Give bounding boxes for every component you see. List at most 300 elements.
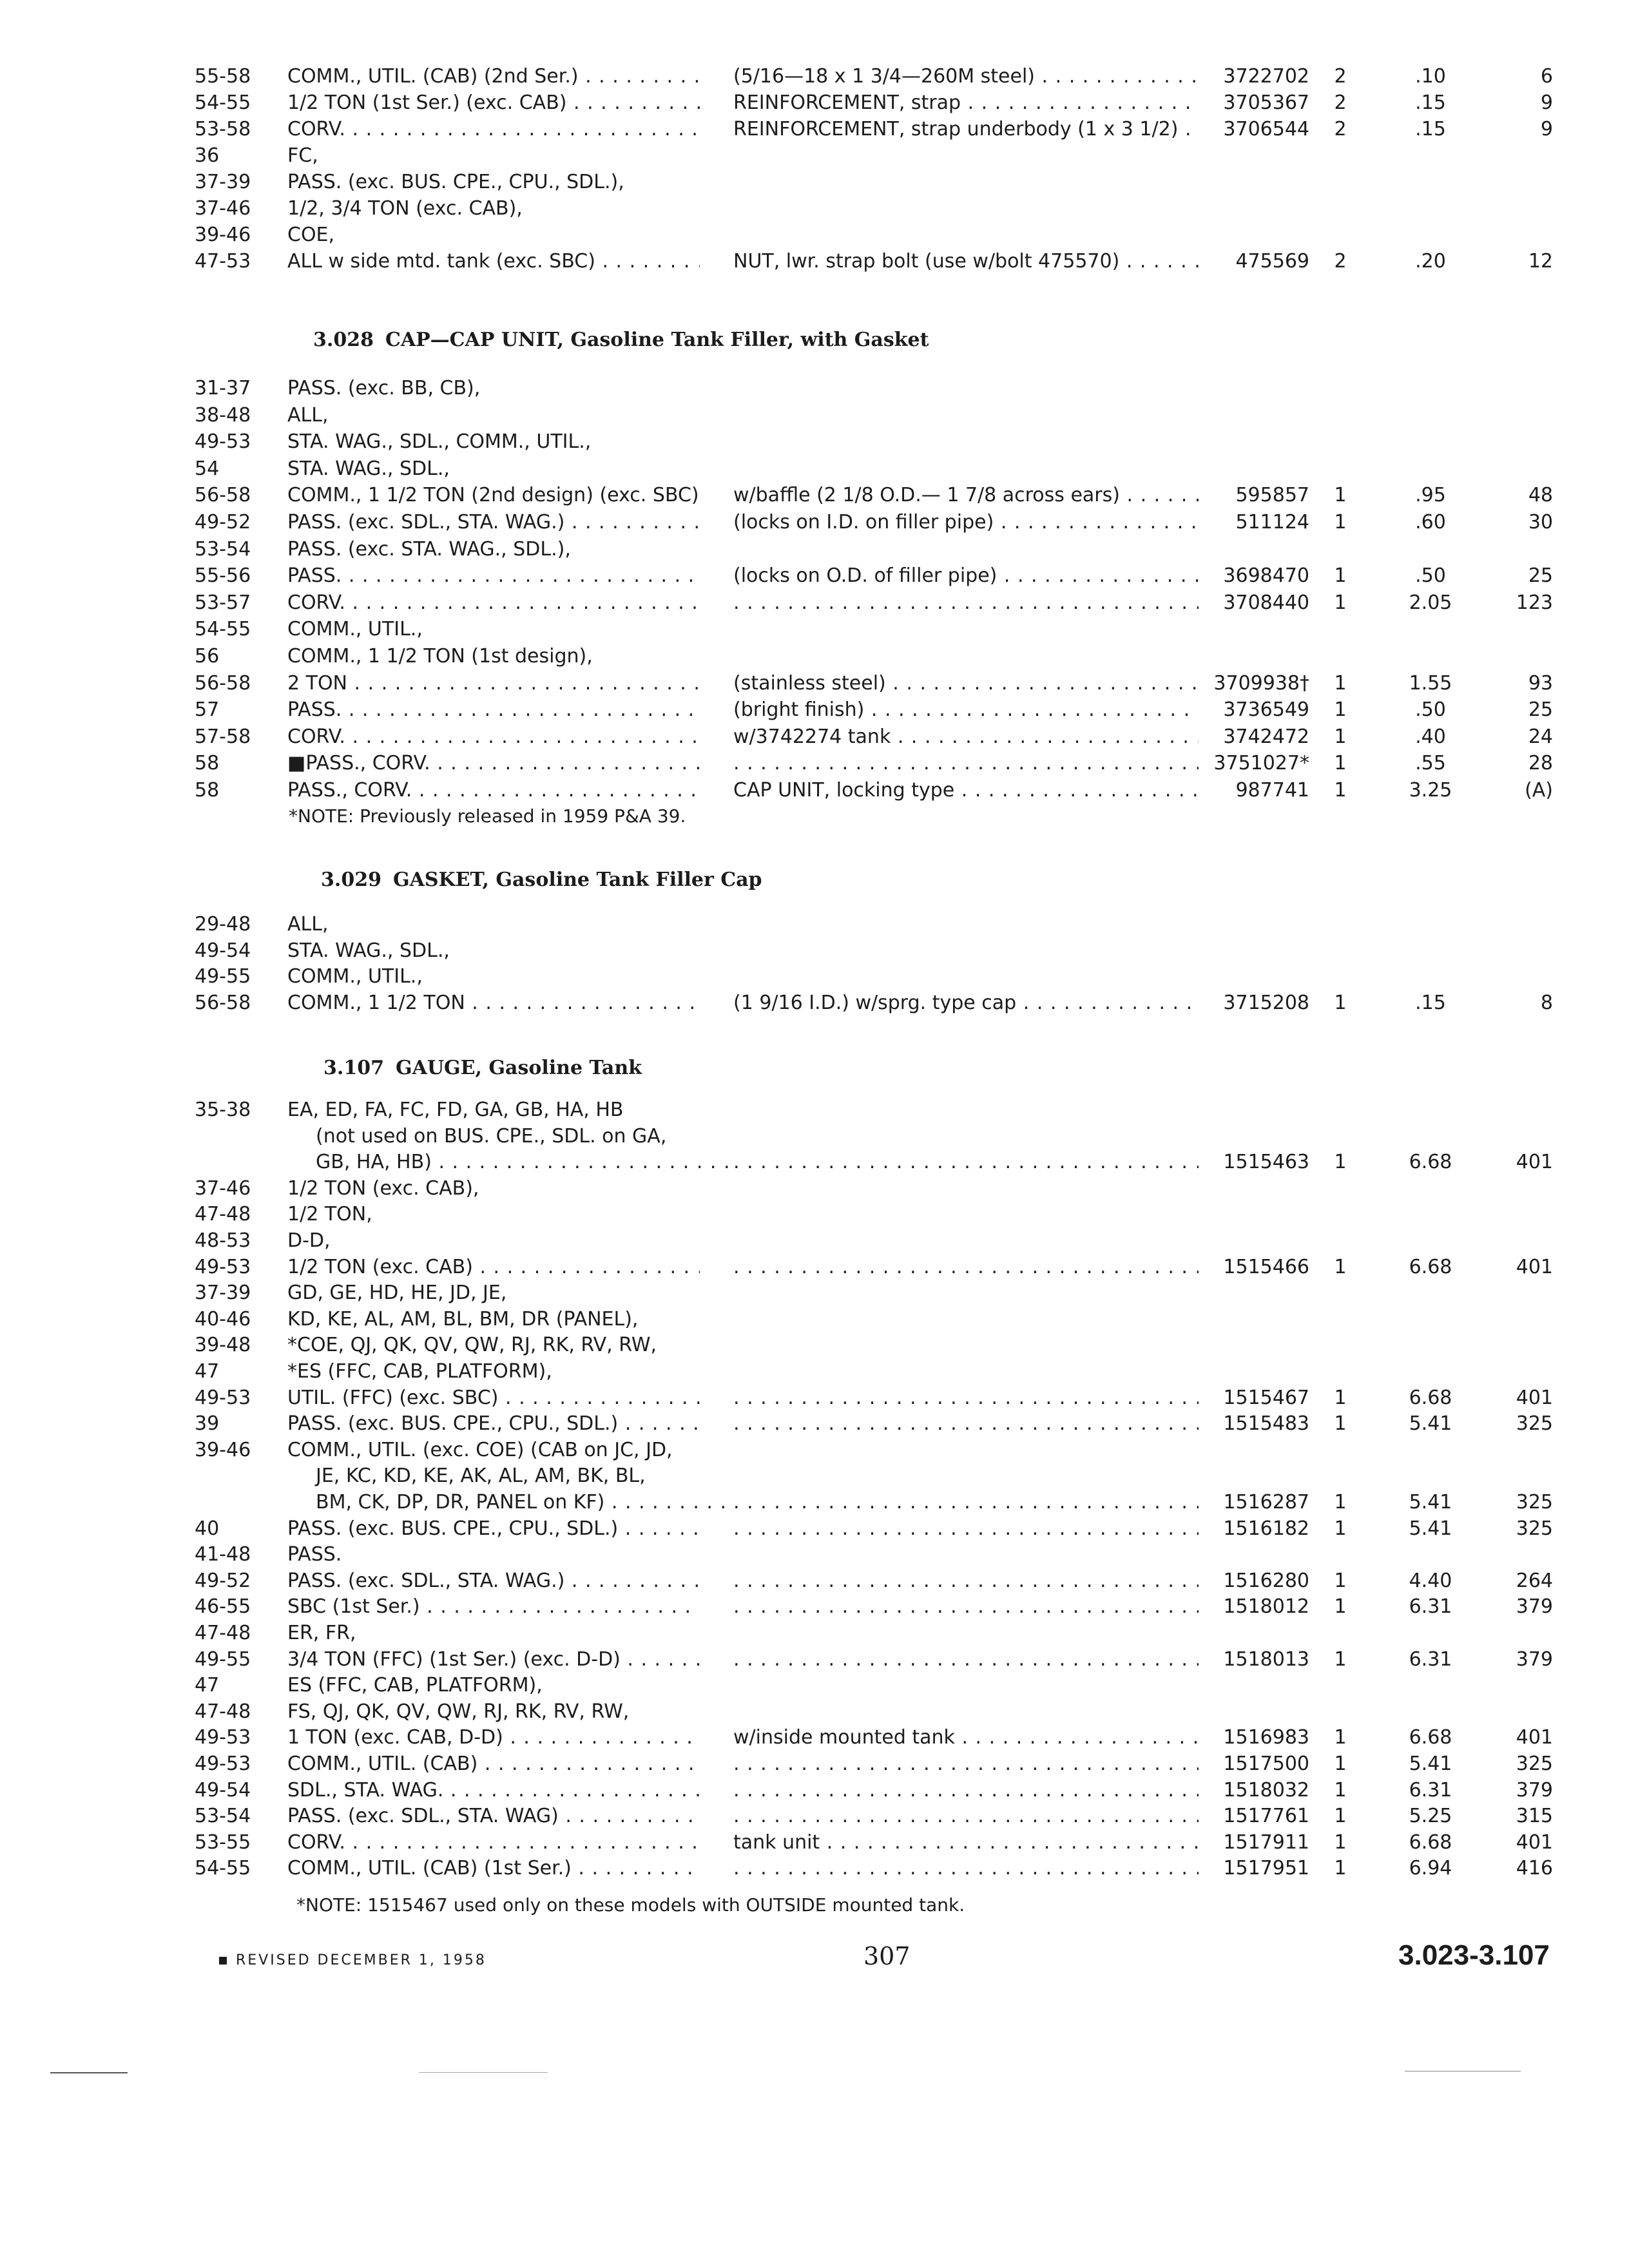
row-years: 49-53 (195, 1753, 251, 1775)
row-price: 6.31 (1409, 1595, 1452, 1618)
row-models: PASS., CORV. . . . (287, 777, 700, 804)
row-qty: 1 (1334, 591, 1347, 614)
catalog-row (0, 222, 1629, 249)
row-price: 6.31 (1409, 1648, 1452, 1671)
catalog-row (0, 1751, 1629, 1778)
catalog-row (0, 963, 1629, 990)
row-years: 49-55 (195, 965, 251, 988)
row-code: 24 (1528, 726, 1553, 748)
row-desc (733, 1777, 1199, 1804)
catalog-row (0, 1227, 1629, 1254)
row-years: 37-46 (195, 197, 251, 220)
row-price: 5.25 (1409, 1805, 1452, 1827)
row-years: 47 (195, 1360, 220, 1383)
row-desc: w/baffle (2 1/8 O.D.— 1 7/8 across ears) . . . (733, 482, 1199, 509)
row-desc (733, 1803, 1199, 1830)
row-qty: 1 (1334, 992, 1347, 1014)
row-qty: 1 (1334, 511, 1347, 533)
row-years: 46-55 (195, 1595, 251, 1618)
row-desc: REINFORCEMENT, strap . . . (733, 90, 1199, 117)
catalog-row (0, 1463, 1629, 1490)
row-part-number: 3709938† (1213, 672, 1309, 695)
row-part-number: 1517500 (1223, 1753, 1309, 1775)
catalog-row (0, 116, 1629, 143)
row-models: CORV. . . . (287, 724, 700, 751)
row-years: 53-54 (195, 538, 251, 561)
row-code: 48 (1528, 484, 1553, 506)
catalog-row (0, 1332, 1629, 1359)
catalog-row (0, 1515, 1629, 1542)
catalog-row (0, 1829, 1629, 1856)
row-years: 57 (195, 698, 220, 721)
row-qty: 1 (1334, 726, 1347, 748)
row-price: .15 (1415, 91, 1446, 114)
row-code: 28 (1528, 752, 1553, 774)
row-years: 49-54 (195, 1779, 251, 1802)
row-code: 8 (1540, 992, 1553, 1014)
row-price: 2.05 (1409, 591, 1452, 614)
row-code: 401 (1516, 1151, 1553, 1173)
catalog-row (0, 911, 1629, 938)
catalog-row (0, 1385, 1629, 1412)
row-part-number: 987741 (1235, 779, 1309, 802)
row-years: 47 (195, 1674, 220, 1696)
row-part-number: 1518012 (1223, 1595, 1309, 1618)
row-models: STA. WAG., SDL., COMM., UTIL., (287, 430, 592, 453)
row-part-number: 1516280 (1223, 1570, 1309, 1592)
row-price: 5.41 (1409, 1491, 1452, 1514)
row-price: 6.68 (1409, 1831, 1452, 1854)
row-qty: 1 (1334, 1517, 1347, 1540)
row-models: ALL w side mtd. tank (exc. SBC) . . . (287, 248, 700, 275)
row-price: 1.55 (1409, 672, 1452, 695)
row-models: FC, (287, 144, 318, 167)
row-models: BM, CK, DP, DR, PANEL on KF) . . . (316, 1489, 728, 1516)
row-price: .55 (1415, 752, 1446, 774)
row-models: CORV. . . . (287, 590, 700, 617)
row-qty: 1 (1334, 564, 1347, 587)
row-price: .20 (1415, 250, 1446, 273)
row-years: 35-38 (195, 1099, 251, 1121)
catalog-row (0, 1672, 1629, 1699)
row-years: 41-48 (195, 1543, 251, 1566)
catalog-row (0, 1803, 1629, 1830)
row-qty: 1 (1334, 1726, 1347, 1749)
catalog-row (0, 1254, 1629, 1281)
row-desc: (bright finish) . . . (733, 697, 1199, 724)
row-models: 1 TON (exc. CAB, D-D) . . . (287, 1724, 700, 1751)
revision-marker-icon (219, 1957, 227, 1965)
row-part-number: 1517911 (1223, 1831, 1309, 1854)
row-models: COMM., UTIL., (287, 965, 423, 988)
row-code: 9 (1540, 118, 1553, 140)
row-price: .10 (1415, 65, 1446, 88)
row-years: 49-53 (195, 430, 251, 453)
row-desc (733, 1855, 1199, 1882)
row-desc: NUT, lwr. strap bolt (use w/bolt 475570) . . . (733, 248, 1199, 275)
row-price: 6.31 (1409, 1779, 1452, 1802)
row-price: .50 (1415, 564, 1446, 587)
catalog-row (0, 724, 1629, 751)
row-years: 49-53 (195, 1256, 251, 1278)
row-years: 56 (195, 645, 220, 668)
catalog-row (0, 1123, 1629, 1150)
row-years: 54-55 (195, 618, 251, 640)
row-part-number: 3708440 (1223, 591, 1309, 614)
row-models: PASS. . . . (287, 697, 700, 724)
row-models: PASS. (exc. SDL., STA. WAG.) . . . (287, 509, 700, 536)
row-qty: 1 (1334, 1753, 1347, 1775)
catalog-row (0, 1698, 1629, 1725)
row-years: 31-37 (195, 377, 251, 399)
row-code: 25 (1528, 698, 1553, 721)
row-models: STA. WAG., SDL., (287, 457, 450, 480)
catalog-row (0, 90, 1629, 117)
section-note-3107: *NOTE: 1515467 used only on these models with OUTSIDE mounted tank. (296, 1894, 965, 1916)
row-years: 47-53 (195, 250, 251, 273)
row-models: GD, GE, HD, HE, JD, JE, (287, 1282, 507, 1304)
catalog-row (0, 248, 1629, 275)
row-years: 56-58 (195, 992, 251, 1014)
scan-mark (50, 2072, 128, 2073)
row-desc (733, 1385, 1199, 1412)
row-models: COMM., UTIL. (CAB) . . . (287, 1751, 700, 1778)
catalog-row (0, 428, 1629, 456)
row-years: 37-46 (195, 1177, 251, 1200)
row-years: 55-58 (195, 65, 251, 88)
row-years: 47-48 (195, 1203, 251, 1225)
section-heading-3107 (323, 1057, 642, 1079)
catalog-row (0, 1410, 1629, 1437)
row-part-number: 3715208 (1223, 992, 1309, 1014)
row-code: 325 (1516, 1517, 1553, 1540)
row-code: 6 (1540, 65, 1553, 88)
catalog-row (0, 509, 1629, 536)
row-years: 49-53 (195, 1387, 251, 1409)
row-years: 53-58 (195, 118, 251, 140)
row-models: 2 TON . . . (287, 670, 700, 697)
row-code: (A) (1525, 779, 1553, 802)
row-qty: 1 (1334, 1805, 1347, 1827)
row-years: 40 (195, 1517, 220, 1540)
catalog-row (0, 1489, 1629, 1516)
row-desc (733, 1515, 1199, 1542)
row-qty: 1 (1334, 1570, 1347, 1592)
row-desc: tank unit . . . (733, 1829, 1199, 1856)
row-models: *ES (FFC, CAB, PLATFORM), (287, 1360, 552, 1383)
row-part-number: 3742472 (1223, 726, 1309, 748)
section-heading-3028 (313, 329, 929, 351)
catalog-row (0, 1646, 1629, 1673)
row-models: ER, FR, (287, 1622, 356, 1644)
row-years: 53-54 (195, 1805, 251, 1827)
catalog-row (0, 482, 1629, 509)
row-qty: 1 (1334, 752, 1347, 774)
row-part-number: 3722702 (1223, 65, 1309, 88)
catalog-row (0, 142, 1629, 169)
row-models: COMM., UTIL. (CAB) (1st Ser.) . . . (287, 1855, 700, 1882)
row-price: .50 (1415, 698, 1446, 721)
row-desc: CAP UNIT, locking type . . . (733, 777, 1199, 804)
section-note-3028: *NOTE: Previously released in 1959 P&A 39. (289, 805, 686, 827)
row-models: ■PASS., CORV. . . . (287, 750, 700, 777)
row-part-number: 3706544 (1223, 118, 1309, 140)
catalog-row (0, 590, 1629, 617)
catalog-row (0, 1724, 1629, 1751)
row-models: PASS. (exc. BB, CB), (287, 377, 481, 399)
section-title: GASKET, Gasoline Tank Filler Cap (392, 869, 762, 891)
row-price: 5.41 (1409, 1412, 1452, 1435)
row-years: 39-48 (195, 1334, 251, 1356)
row-part-number: 1516983 (1223, 1726, 1309, 1749)
row-models: COMM., UTIL. (CAB) (2nd Ser.) . . . (287, 63, 700, 90)
row-code: 25 (1528, 564, 1553, 587)
catalog-row (0, 643, 1629, 670)
row-part-number: 475569 (1235, 250, 1309, 273)
row-code: 12 (1528, 250, 1553, 273)
row-code: 401 (1516, 1256, 1553, 1278)
row-qty: 1 (1334, 484, 1347, 506)
row-models: 1/2 TON (1st Ser.) (exc. CAB) . . . (287, 90, 700, 117)
row-part-number: 3736549 (1223, 698, 1309, 721)
row-part-number: 1515466 (1223, 1256, 1309, 1278)
section-heading-3029 (321, 869, 762, 891)
row-models: PASS. (exc. SDL., STA. WAG.) . . . (287, 1568, 700, 1595)
row-models: 1/2 TON (exc. CAB) . . . (287, 1254, 700, 1281)
row-models: ALL, (287, 404, 329, 427)
row-desc (733, 1593, 1199, 1620)
row-part-number: 3705367 (1223, 91, 1309, 114)
row-years: 29-48 (195, 913, 251, 936)
scan-mark (419, 2072, 548, 2073)
row-years: 39-46 (195, 1439, 251, 1461)
row-qty: 1 (1334, 1857, 1347, 1879)
row-code: 379 (1516, 1779, 1553, 1802)
row-models: D-D, (287, 1229, 331, 1252)
row-code: 325 (1516, 1491, 1553, 1514)
row-years: 53-57 (195, 591, 251, 614)
row-models: KD, KE, AL, AM, BL, BM, DR (PANEL), (287, 1308, 639, 1331)
row-models: PASS. (287, 1543, 342, 1566)
row-desc (733, 1410, 1199, 1437)
catalog-row (0, 1175, 1629, 1202)
row-code: 379 (1516, 1595, 1553, 1618)
row-part-number: 3698470 (1223, 564, 1309, 587)
row-price: 3.25 (1409, 779, 1452, 802)
section-number: 3.029 (321, 869, 381, 891)
row-code: 9 (1540, 91, 1553, 114)
row-models: FS, QJ, QK, QV, QW, RJ, RK, RV, RW, (287, 1700, 630, 1723)
catalog-row (0, 562, 1629, 590)
row-code: 401 (1516, 1387, 1553, 1409)
catalog-row (0, 536, 1629, 563)
catalog-row (0, 195, 1629, 222)
row-price: 6.68 (1409, 1387, 1452, 1409)
catalog-row (0, 990, 1629, 1017)
row-years: 38-48 (195, 404, 251, 427)
row-qty: 1 (1334, 1648, 1347, 1671)
row-part-number: 1515463 (1223, 1151, 1309, 1173)
row-models: SDL., STA. WAG. . . . (287, 1777, 700, 1804)
row-models: STA. WAG., SDL., (287, 939, 450, 962)
row-years: 39-46 (195, 224, 251, 246)
row-years: 37-39 (195, 1282, 251, 1304)
row-models: COMM., UTIL., (287, 618, 423, 640)
catalog-row (0, 375, 1629, 402)
row-desc: w/inside mounted tank . . . (733, 1724, 1199, 1751)
row-years: 55-56 (195, 564, 251, 587)
catalog-row (0, 1201, 1629, 1228)
row-years: 49-55 (195, 1648, 251, 1671)
row-years: 40-46 (195, 1308, 251, 1331)
row-qty: 1 (1334, 1595, 1347, 1618)
row-part-number: 1515467 (1223, 1387, 1309, 1409)
row-years: 54-55 (195, 91, 251, 114)
section-range: 3.023-3.107 (1398, 1939, 1550, 1971)
row-desc (733, 1646, 1199, 1673)
catalog-row (0, 1620, 1629, 1647)
row-models: (not used on BUS. CPE., SDL. on GA, (316, 1125, 667, 1148)
revision-text: REVISED DECEMBER 1, 1958 (236, 1952, 487, 1968)
row-price: 6.94 (1409, 1857, 1452, 1879)
catalog-row (0, 670, 1629, 697)
row-desc: (stainless steel) . . . (733, 670, 1199, 697)
row-models: 1/2, 3/4 TON (exc. CAB), (287, 197, 523, 220)
page-number: 307 (863, 1942, 911, 1970)
row-price: 5.41 (1409, 1517, 1452, 1540)
row-desc (733, 1568, 1199, 1595)
row-desc: w/3742274 tank . . . (733, 724, 1199, 751)
row-code: 325 (1516, 1412, 1553, 1435)
row-price: .15 (1415, 118, 1446, 140)
row-desc (733, 590, 1199, 617)
row-part-number: 1516182 (1223, 1517, 1309, 1540)
row-code: 379 (1516, 1648, 1553, 1671)
row-desc (733, 1751, 1199, 1778)
row-years: 47-48 (195, 1622, 251, 1644)
row-desc: (locks on I.D. on filler pipe) . . . (733, 509, 1199, 536)
row-models: ES (FFC, CAB, PLATFORM), (287, 1674, 543, 1696)
row-price: 5.41 (1409, 1753, 1452, 1775)
catalog-row (0, 402, 1629, 429)
catalog-row (0, 456, 1629, 483)
catalog-row (0, 1437, 1629, 1464)
row-part-number: 1517761 (1223, 1805, 1309, 1827)
row-models: GB, HA, HB) . . . (316, 1149, 728, 1176)
row-models: UTIL. (FFC) (exc. SBC) . . . (287, 1385, 700, 1412)
row-models: COE, (287, 224, 335, 246)
section-number: 3.107 (323, 1057, 384, 1079)
row-qty: 1 (1334, 1491, 1347, 1514)
row-qty: 1 (1334, 1831, 1347, 1854)
catalog-row (0, 169, 1629, 196)
row-code: 401 (1516, 1831, 1553, 1854)
row-models: COMM., UTIL. (exc. COE) (CAB on JC, JD, (287, 1439, 673, 1461)
catalog-row (0, 1280, 1629, 1307)
row-models: COMM., 1 1/2 TON . . . (287, 990, 700, 1017)
row-part-number: 1518032 (1223, 1779, 1309, 1802)
row-qty: 1 (1334, 1387, 1347, 1409)
row-part-number: 595857 (1235, 484, 1309, 506)
row-code: 401 (1516, 1726, 1553, 1749)
row-years: 54 (195, 457, 220, 480)
row-years: 54-55 (195, 1857, 251, 1879)
row-years: 49-52 (195, 511, 251, 533)
row-code: 315 (1516, 1805, 1553, 1827)
row-price: .95 (1415, 484, 1446, 506)
row-price: 6.68 (1409, 1151, 1452, 1173)
row-models: JE, KC, KD, KE, AK, AL, AM, BK, BL, (316, 1465, 646, 1487)
section-title: CAP—CAP UNIT, Gasoline Tank Filler, with Gasket (385, 329, 929, 351)
row-code: 325 (1516, 1753, 1553, 1775)
row-qty: 1 (1334, 672, 1347, 695)
catalog-row (0, 1097, 1629, 1124)
row-code: 93 (1528, 672, 1553, 695)
row-qty: 2 (1334, 91, 1347, 114)
catalog-row (0, 1777, 1629, 1804)
row-years: 49-53 (195, 1726, 251, 1749)
row-models: EA, ED, FA, FC, FD, GA, GB, HA, HB (287, 1099, 624, 1121)
row-models: PASS. (exc. BUS. CPE., CPU., SDL.), (287, 171, 624, 193)
row-models: SBC (1st Ser.) . . . (287, 1593, 700, 1620)
row-qty: 1 (1334, 1779, 1347, 1802)
row-desc: (5/16—18 x 1 3/4—260M steel) . . . (733, 63, 1199, 90)
row-part-number: 1515483 (1223, 1412, 1309, 1435)
row-years: 58 (195, 779, 220, 802)
row-qty: 1 (1334, 698, 1347, 721)
catalog-row (0, 777, 1629, 804)
row-desc (733, 1254, 1199, 1281)
catalog-row (0, 937, 1629, 965)
section-number: 3.028 (313, 329, 374, 351)
row-years: 49-52 (195, 1570, 251, 1592)
row-models: PASS. (exc. BUS. CPE., CPU., SDL.) . . . (287, 1410, 700, 1437)
row-code: 264 (1516, 1570, 1553, 1592)
row-years: 58 (195, 752, 220, 774)
row-part-number: 3751027* (1213, 752, 1309, 774)
row-years: 49-54 (195, 939, 251, 962)
catalog-row (0, 1541, 1629, 1568)
row-years: 57-58 (195, 726, 251, 748)
row-qty: 1 (1334, 1256, 1347, 1278)
row-part-number: 1518013 (1223, 1648, 1309, 1671)
row-part-number: 511124 (1235, 511, 1309, 533)
row-qty: 2 (1334, 250, 1347, 273)
row-qty: 2 (1334, 65, 1347, 88)
row-code: 30 (1528, 511, 1553, 533)
row-price: 4.40 (1409, 1570, 1452, 1592)
row-qty: 1 (1334, 779, 1347, 802)
row-price: .15 (1415, 992, 1446, 1014)
row-code: 123 (1516, 591, 1553, 614)
row-code: 416 (1516, 1857, 1553, 1879)
catalog-row (0, 750, 1629, 777)
row-desc (733, 750, 1199, 777)
row-models: 1/2 TON, (287, 1203, 372, 1225)
catalog-row (0, 1593, 1629, 1620)
row-models: *COE, QJ, QK, QV, QW, RJ, RK, RV, RW, (287, 1334, 657, 1356)
row-years: 39 (195, 1412, 220, 1435)
catalog-row (0, 697, 1629, 724)
row-models: COMM., 1 1/2 TON (1st design), (287, 645, 593, 668)
row-years: 37-39 (195, 171, 251, 193)
row-price: 6.68 (1409, 1256, 1452, 1278)
catalog-row (0, 1568, 1629, 1595)
row-models: PASS. (exc. STA. WAG., SDL.), (287, 538, 571, 561)
row-models: 1/2 TON (exc. CAB), (287, 1177, 479, 1200)
catalog-row (0, 1149, 1629, 1176)
row-qty: 2 (1334, 118, 1347, 140)
